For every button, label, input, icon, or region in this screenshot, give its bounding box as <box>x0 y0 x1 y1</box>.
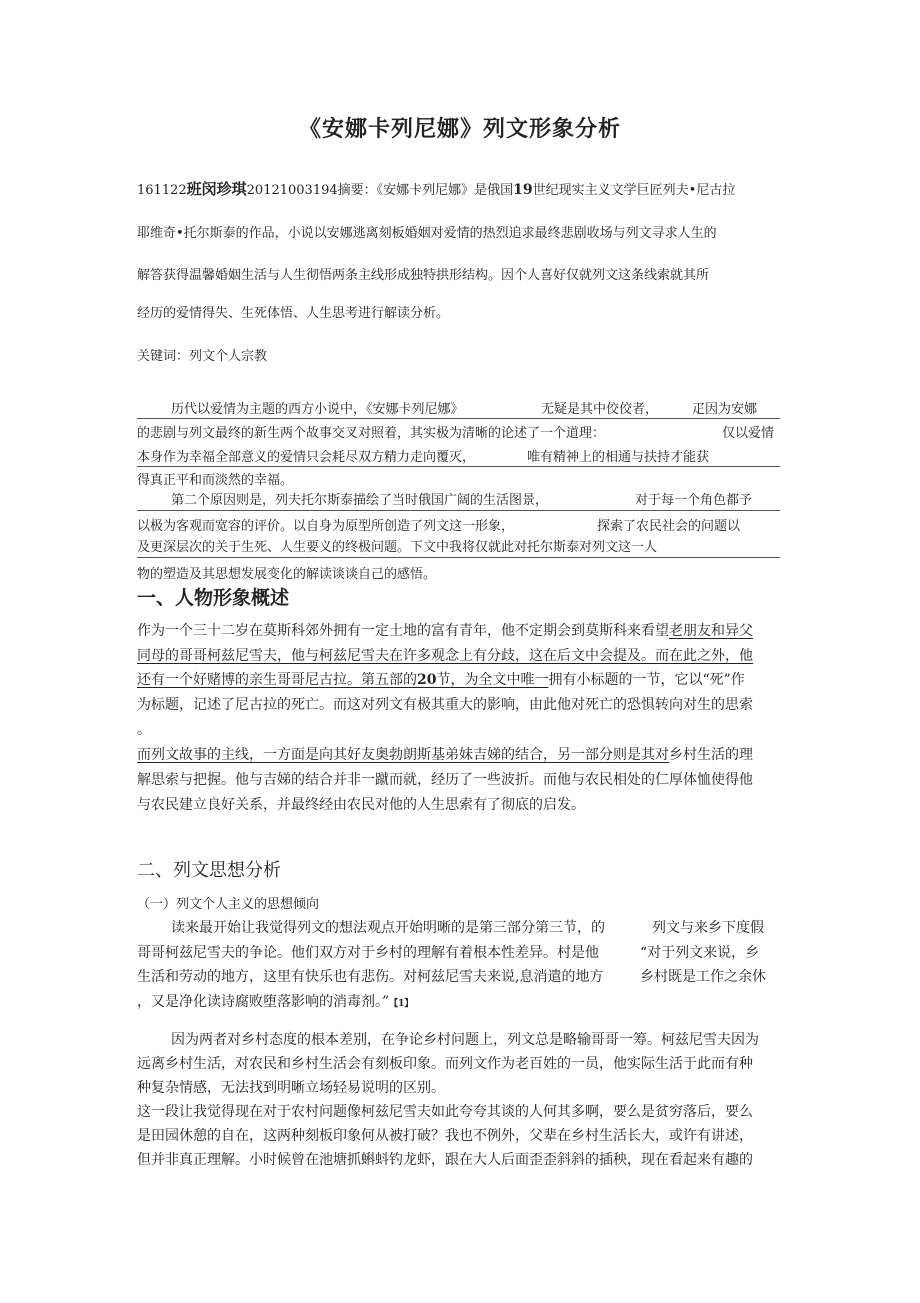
underlined-text: 老朋友和异父 <box>669 623 753 639</box>
divider <box>137 510 780 511</box>
paragraph-line: 是田园休憩的自在，这两种刻板印象何从被打破？我也不例外，父辈在乡村生活长大，或许有讲述， <box>137 1128 753 1144</box>
text-run: 作为一个三十二岁在莫斯科郊外拥有一定土地的富有青年，他不定期会到莫斯科来看望 <box>137 623 669 639</box>
intro-line: 无疑是其中佼佼者， <box>541 402 659 417</box>
intro-line: 以极为客观而宽容的评价。以自身为原型所创造了列文这一形象， <box>137 519 515 534</box>
intro-line: 第二个原因则是，列夫托尔斯泰描绘了当时俄国广阔的生活图景， <box>171 493 549 508</box>
student-number: 20121003194 <box>246 183 338 198</box>
section1-line: 为标题，记述了尼古拉的死亡。而这对列文有极其重大的影响，由此他对死亡的恐惧转向对生的思索 <box>137 697 753 713</box>
divider <box>137 557 780 558</box>
paragraph-line: 读来最开始让我觉得列文的想法观点开始明晰的是第三部分第三节，的 <box>171 920 605 936</box>
section1-line <box>137 744 753 764</box>
section1-line <box>137 620 753 640</box>
intro-line: 唯有精神上的相通与扶持才能获 <box>527 450 710 465</box>
document-title: 《安娜卡列尼娜》列文形象分析 <box>298 117 621 142</box>
underlined-text: 节，为全文中唯一 <box>436 672 549 688</box>
section-heading: 一、人物形象概述 <box>137 587 290 609</box>
underlined-text: 而列文故事的主线，一方面是向其好友奥勃朗斯基弟妹吉娣的结合，另一部分则是其对 <box>137 747 669 763</box>
abstract-text: 世纪现实主义文学巨匠列夫•尼古拉 <box>532 183 736 198</box>
paragraph-line: 生活和劳动的地方，这里有快乐也有悲伤。对柯兹尼雪夫来说,息消遣的地方 <box>137 969 604 985</box>
paragraph-line <box>137 991 413 1011</box>
section1-line <box>137 669 745 689</box>
intro-line: 历代以爱情为主题的西方小说中，《安娜卡列尼娜》 <box>171 402 464 417</box>
text-run: ，又是净化读诗腐败堕落影响的消毒剂。” <box>137 994 390 1010</box>
paragraph-line: 种复杂情感，无法找到明晰立场轻易说明的区别。 <box>137 1080 445 1096</box>
underlined-text: 还有一个好赌博的亲生哥哥尼古拉。第五部的 <box>137 672 417 688</box>
intro-line: 对于每一个角色都予 <box>635 493 753 508</box>
paragraph-line: 乡村既是工作之余休 <box>640 969 766 985</box>
intro-line: 的悲剧与列文最终的新生两个故事交叉对照着，其实极为清晰的论述了一个道理： <box>137 426 606 441</box>
section1-line: 。 <box>137 722 151 738</box>
abstract-line: 解答获得温馨婚姻生活与人生彻悟两条主线形成独特拱形结构。因个人喜好仅就列文这条线索就其所 <box>137 268 710 283</box>
paragraph-line: 列文与来乡下度假 <box>652 920 764 936</box>
text-run: 拥有小标题的一节，它以“死”作 <box>548 672 745 688</box>
paragraph-line: 因为两者对乡村态度的根本差别，在争论乡村问题上，列文总是略输哥哥一筹。柯兹尼雪夫因为 <box>171 1032 759 1048</box>
subsection-heading: （一）列文个人主义的思想倾向 <box>137 897 320 912</box>
section-number: 20 <box>417 672 437 688</box>
intro-line: 及更深层次的关于生死、人生要义的终极问题。下文中我将仅就此对托尔斯泰对列文这一人 <box>137 540 658 555</box>
divider <box>137 466 780 467</box>
abstract-line: 经历的爱情得失、生死体悟、人生思考进行解读分析。 <box>137 306 450 321</box>
citation-ref: 【1】 <box>389 999 414 1009</box>
divider <box>137 418 780 419</box>
student-id: 161122 <box>137 183 187 198</box>
section-heading: 二、列文思想分析 <box>137 860 281 881</box>
abstract-text: 《安娜卡列尼娜》是俄国 <box>376 183 514 198</box>
author-line <box>137 178 735 199</box>
paragraph-line: 但并非真正理解。小时候曾在池塘抓蝌蚪钓龙虾，跟在大人后面歪歪斜斜的插秧，现在看起来有趣的 <box>137 1152 753 1168</box>
paragraph-line: “对于列文来说，乡 <box>640 945 760 961</box>
paragraph-line: 哥哥柯兹尼雪夫的争论。他们双方对于乡村的理解有着根本性差异。村是他 <box>137 945 599 961</box>
section1-line: 同母的哥哥柯兹尼雪夫，他与柯兹尼雪夫在许多观念上有分歧，这在后文中会提及。而在此之外，他 <box>137 648 753 664</box>
century-number: 19 <box>513 182 533 198</box>
intro-line: 仅以爱情 <box>722 426 775 441</box>
paragraph-line: 这一段让我觉得现在对于农村问题像柯兹尼雪夫如此夸夸其谈的人何其多啊，要么是贫穷落后，要么 <box>137 1104 753 1120</box>
section1-line: 解思索与把握。他与吉娣的结合并非一蹴而就，经历了一些波折。而他与农民相处的仁厚体恤使得他 <box>137 772 753 788</box>
author-name: 班闵珍琪 <box>186 180 247 198</box>
intro-line: 探索了农民社会的问题以 <box>597 519 741 534</box>
intro-line: 得真正平和而淡然的幸福。 <box>137 473 294 488</box>
text-run: 乡村生活的理 <box>669 747 753 763</box>
keywords: 关键词：列文个人宗教 <box>137 349 268 364</box>
section1-line: 与农民建立良好关系，并最终经由农民对他的人生思索有了彻底的启发。 <box>137 797 585 813</box>
abstract-line: 耶维奇•托尔斯泰的作品，小说以安娜逃离刻板婚姻对爱情的热烈追求最终悲剧收场与列文寻求人生的 <box>137 226 717 241</box>
paragraph-line: 远离乡村生活，对农民和乡村生活会有刻板印象。而列文作为老百姓的一员，他实际生活于此而有种 <box>137 1056 753 1072</box>
intro-line: 疋因为安娜 <box>692 402 758 417</box>
intro-line: 物的塑造及其思想发展变化的解读谈谈自己的感悟。 <box>137 567 437 582</box>
abstract-label: 摘要： <box>337 183 377 198</box>
intro-line: 本身作为幸福全部意义的爱情只会耗尽双方精力走向覆灭， <box>137 450 476 465</box>
